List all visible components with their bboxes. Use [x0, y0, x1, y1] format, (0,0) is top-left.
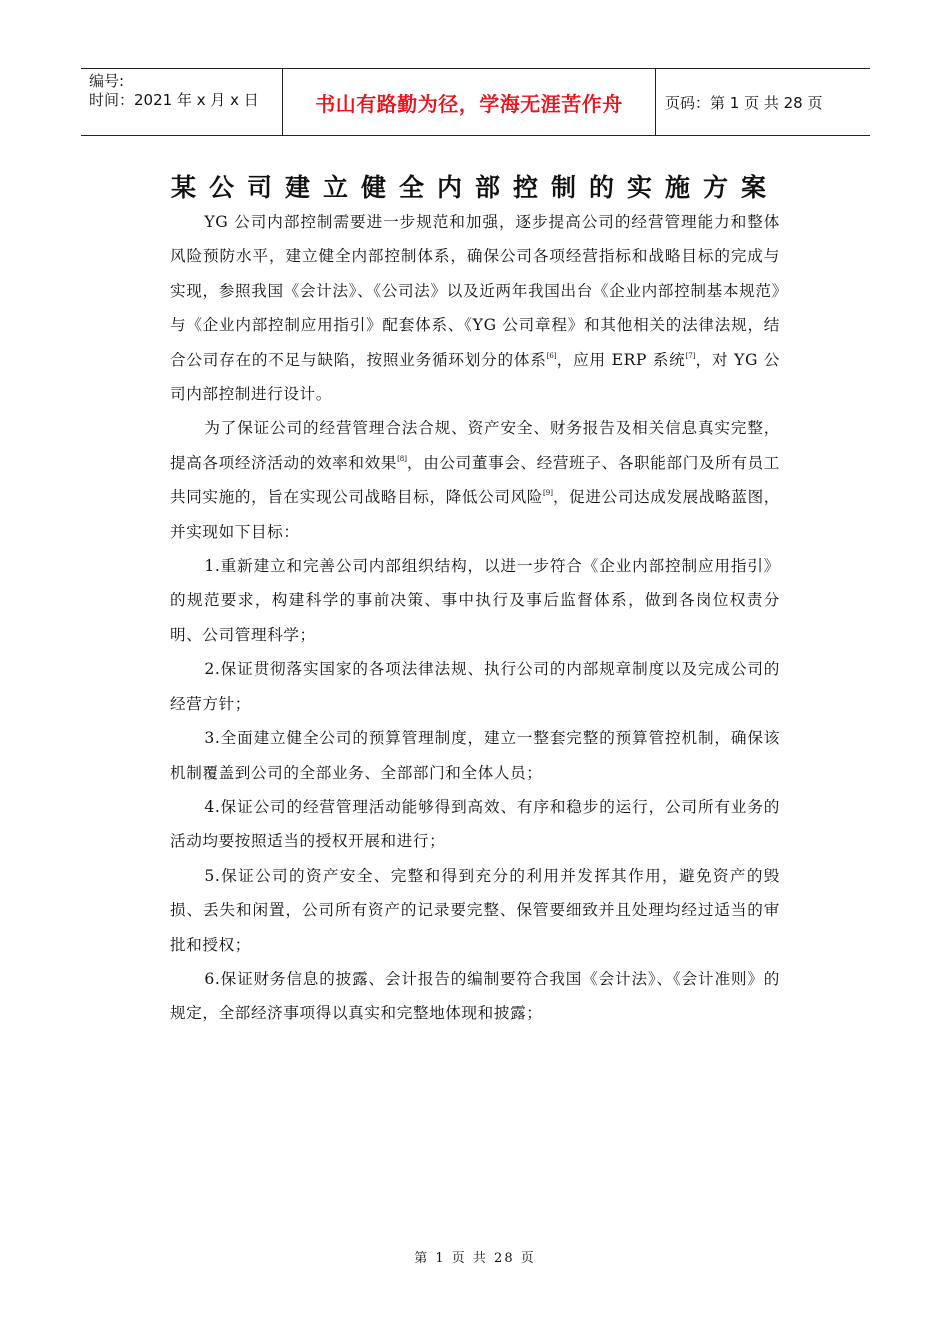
paragraph-intro	[170, 205, 780, 411]
goal-item-5: 5.保证公司的资产安全、完整和得到充分的利用并发挥其作用，避免资产的毁损、丢失和闲置，公司所有资产的记录要完整、保管要细致并且处理均经过适当的审批和授权；	[170, 866, 780, 954]
paragraph-purpose	[170, 411, 780, 549]
citation-ref: [9]	[543, 489, 553, 498]
header-table	[81, 68, 870, 136]
goal-item-6: 6.保证财务信息的披露、会计报告的编制要符合我国《会计法》、《会计准则》的规定，全部经济事项得以真实和完整地体现和披露；	[170, 969, 780, 1023]
text-run: YG 公司内部控制需要进一步规范和加强，逐步提高公司的经营管理能力和整体风险预防水平，建立健全内部控制体系，确保公司各项经营指标和战略目标的完成与实现，参照我国《会计法》、《公司法》以及近两年我国出台《企业内部控制基本规范》与《企业内部控制应用指引》配套体系、《YG 公司章程》和其他相关的法律法规，结合公司存在的不足与缺陷，按照业务循环划分的体系	[170, 213, 780, 369]
document-title: 某公司建立健全内部控制的实施方案	[170, 173, 779, 202]
page-footer: 第 1 页 共 28 页	[414, 1251, 536, 1266]
header-motto: 书山有路勤为径，学海无涯苦作舟	[282, 69, 656, 135]
document-body	[170, 205, 780, 1031]
goal-item-4: 4.保证公司的经营管理活动能够得到高效、有序和稳步的运行，公司所有业务的活动均要按照适当的授权开展和进行；	[170, 797, 780, 851]
doc-time-label: 时间：2021 年 x 月 x 日	[89, 91, 259, 109]
citation-ref: [6]	[546, 351, 557, 360]
header-page-label: 页码：第 1 页 共 28 页	[665, 93, 823, 112]
citation-ref: [7]	[685, 351, 696, 360]
text-run: ，促进公司达成发展战略蓝图，并实现如下目标：	[170, 488, 780, 541]
text-run: ，对 YG 公司内部控制进行设计。	[170, 350, 780, 404]
text-run: 为了保证公司的经营管理合法合规、资产安全、财务报告及相关信息真实完整，提高各项经济活动的效率和效果	[170, 419, 780, 472]
header-info-cell	[81, 69, 282, 135]
goal-item-3: 3.全面建立健全公司的预算管理制度，建立一整套完整的预算管控机制，确保该机制覆盖到公司的全部业务、全部部门和全体人员；	[170, 729, 780, 782]
text-run: ，应用 ERP 系统	[556, 350, 686, 369]
goal-item-2: 2.保证贯彻落实国家的各项法律法规、执行公司的内部规章制度以及完成公司的经营方针；	[170, 660, 780, 713]
citation-ref: [8]	[397, 454, 407, 463]
goal-item-1: 1.重新建立和完善公司内部组织结构，以进一步符合《企业内部控制应用指引》的规范要求，构建科学的事前决策、事中执行及事后监督体系，做到各岗位权责分明、公司管理科学；	[170, 557, 780, 644]
doc-code-label: 编号:	[89, 72, 125, 90]
text-run: ，由公司董事会、经营班子、各职能部门及所有员工共同实施的，旨在实现公司战略目标，降低公司风险	[170, 453, 780, 507]
